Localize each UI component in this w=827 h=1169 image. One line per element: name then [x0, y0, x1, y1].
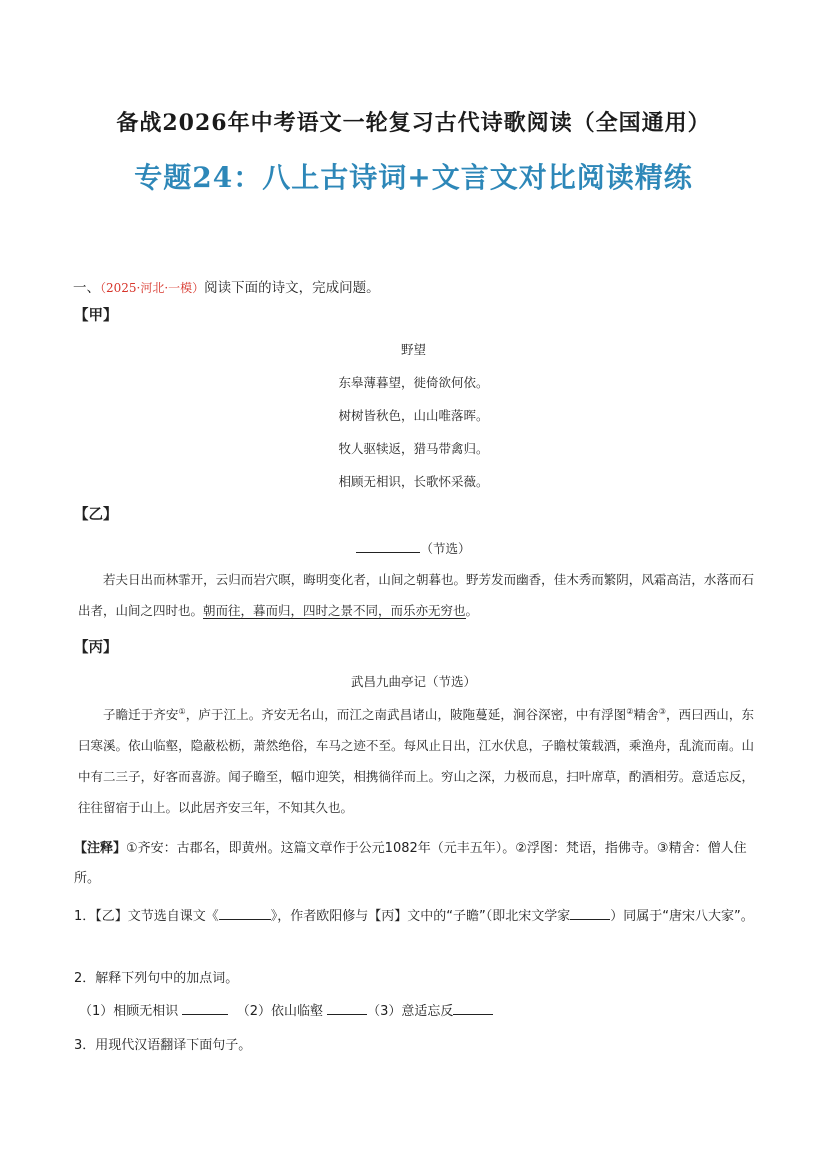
question-2: 2．解释下列句中的加点词。: [74, 971, 239, 986]
q1-text: 》，作者欧阳修与【丙】文中的“子瞻”（即北宋文学家: [270, 909, 571, 924]
note-marker: ①: [178, 707, 186, 716]
bing-text: 子瞻迁于齐安: [103, 707, 179, 723]
bing-passage: [78, 696, 754, 823]
document-subtitle: 专题24：八上古诗词+文言文对比阅读精练: [134, 161, 693, 194]
poem-title: 野望: [400, 342, 426, 357]
section-label-yi: 【乙】: [74, 506, 118, 523]
yi-title-suffix: （节选）: [420, 541, 471, 556]
question-instruction: 阅读下面的诗文，完成问题。: [204, 280, 380, 296]
title-blank: [356, 540, 420, 554]
bing-text: 精舍: [633, 707, 659, 723]
section-label-bing: 【丙】: [74, 639, 118, 656]
question-1: [74, 902, 754, 932]
yi-passage: [78, 564, 754, 626]
question-source: （2025·河北·一模）: [100, 281, 205, 295]
bing-title: 武昌九曲亭记（节选）: [350, 674, 476, 689]
poem-line: 牧人驱犊返，猎马带禽归。: [338, 441, 489, 456]
question-3: 3．用现代汉语翻译下面句子。: [74, 1038, 252, 1053]
q1-number: 1．: [74, 909, 96, 924]
q2-item: （3）意适忘反: [367, 1004, 454, 1019]
q2-item: （1）相顾无相识: [79, 1004, 179, 1019]
poem-line: 树树皆秋色，山山唯落晖。: [338, 408, 489, 423]
notes-text: ①齐安：古郡名，即黄州。这篇文章作于公元1082年（元丰五年）。②浮图：梵语，指佛寺。③精舍：僧人住所。: [74, 841, 747, 886]
q2-item: （2）依山临壑: [236, 1004, 323, 1019]
yi-text: 若夫日出而林霏开，云归而岩穴暝，晦明变化者，山间之朝暮也。野芳发而幽香，佳木秀而繁阴，风霜高洁，水落而石出者，山间之四时也。: [78, 572, 754, 618]
answer-blank[interactable]: [219, 906, 271, 920]
q1-text: ）同属于“唐宋八大家”。: [610, 909, 754, 924]
question-1-intro: [73, 276, 380, 296]
note-marker: ③: [658, 707, 666, 716]
section-label-jia: 【甲】: [74, 307, 118, 324]
bing-text: ，庐于江上。齐安无名山，而江之南武昌诸山，陂陁蔓延，涧谷深密，中有浮图: [185, 707, 627, 723]
poem-line: 东皋薄暮望，徙倚欲何依。: [338, 375, 489, 390]
yi-text-end: 。: [465, 603, 479, 618]
yi-title: [0, 539, 827, 557]
note-marker: ②: [626, 707, 634, 716]
notes: [74, 834, 754, 894]
answer-blank[interactable]: [327, 1001, 367, 1015]
bing-text: ，西曰西山，东曰寒溪。依山临壑，隐蔽松枥，萧然绝俗，车马之迹不至。每风止日出，江水伏息，子瞻杖策载酒，乘渔舟，乱流而南。山中有二三子，好客而喜游。闻子瞻至，幅巾迎笑，相携徜徉而上。穷山之深，力极而息，扫叶席草，酌酒相劳。意适忘反，往往留宿于山上。以此居齐安三年，不知其久也。: [78, 707, 754, 816]
question-2-items: [79, 1000, 493, 1019]
answer-blank[interactable]: [182, 1001, 228, 1015]
poem-line: 相顾无相识，长歌怀采薇。: [338, 474, 489, 489]
q1-text: 【乙】文节选自课文《: [95, 909, 219, 924]
yi-underlined-sentence: 朝而往，暮而归，四时之景不同，而乐亦无穷也: [203, 603, 466, 618]
notes-label: 【注释】: [74, 841, 127, 856]
answer-blank[interactable]: [453, 1001, 493, 1015]
answer-blank[interactable]: [570, 906, 610, 920]
document-title: 备战2026年中考语文一轮复习古代诗歌阅读（全国通用）: [116, 110, 711, 136]
question-number: 一、: [73, 280, 100, 296]
